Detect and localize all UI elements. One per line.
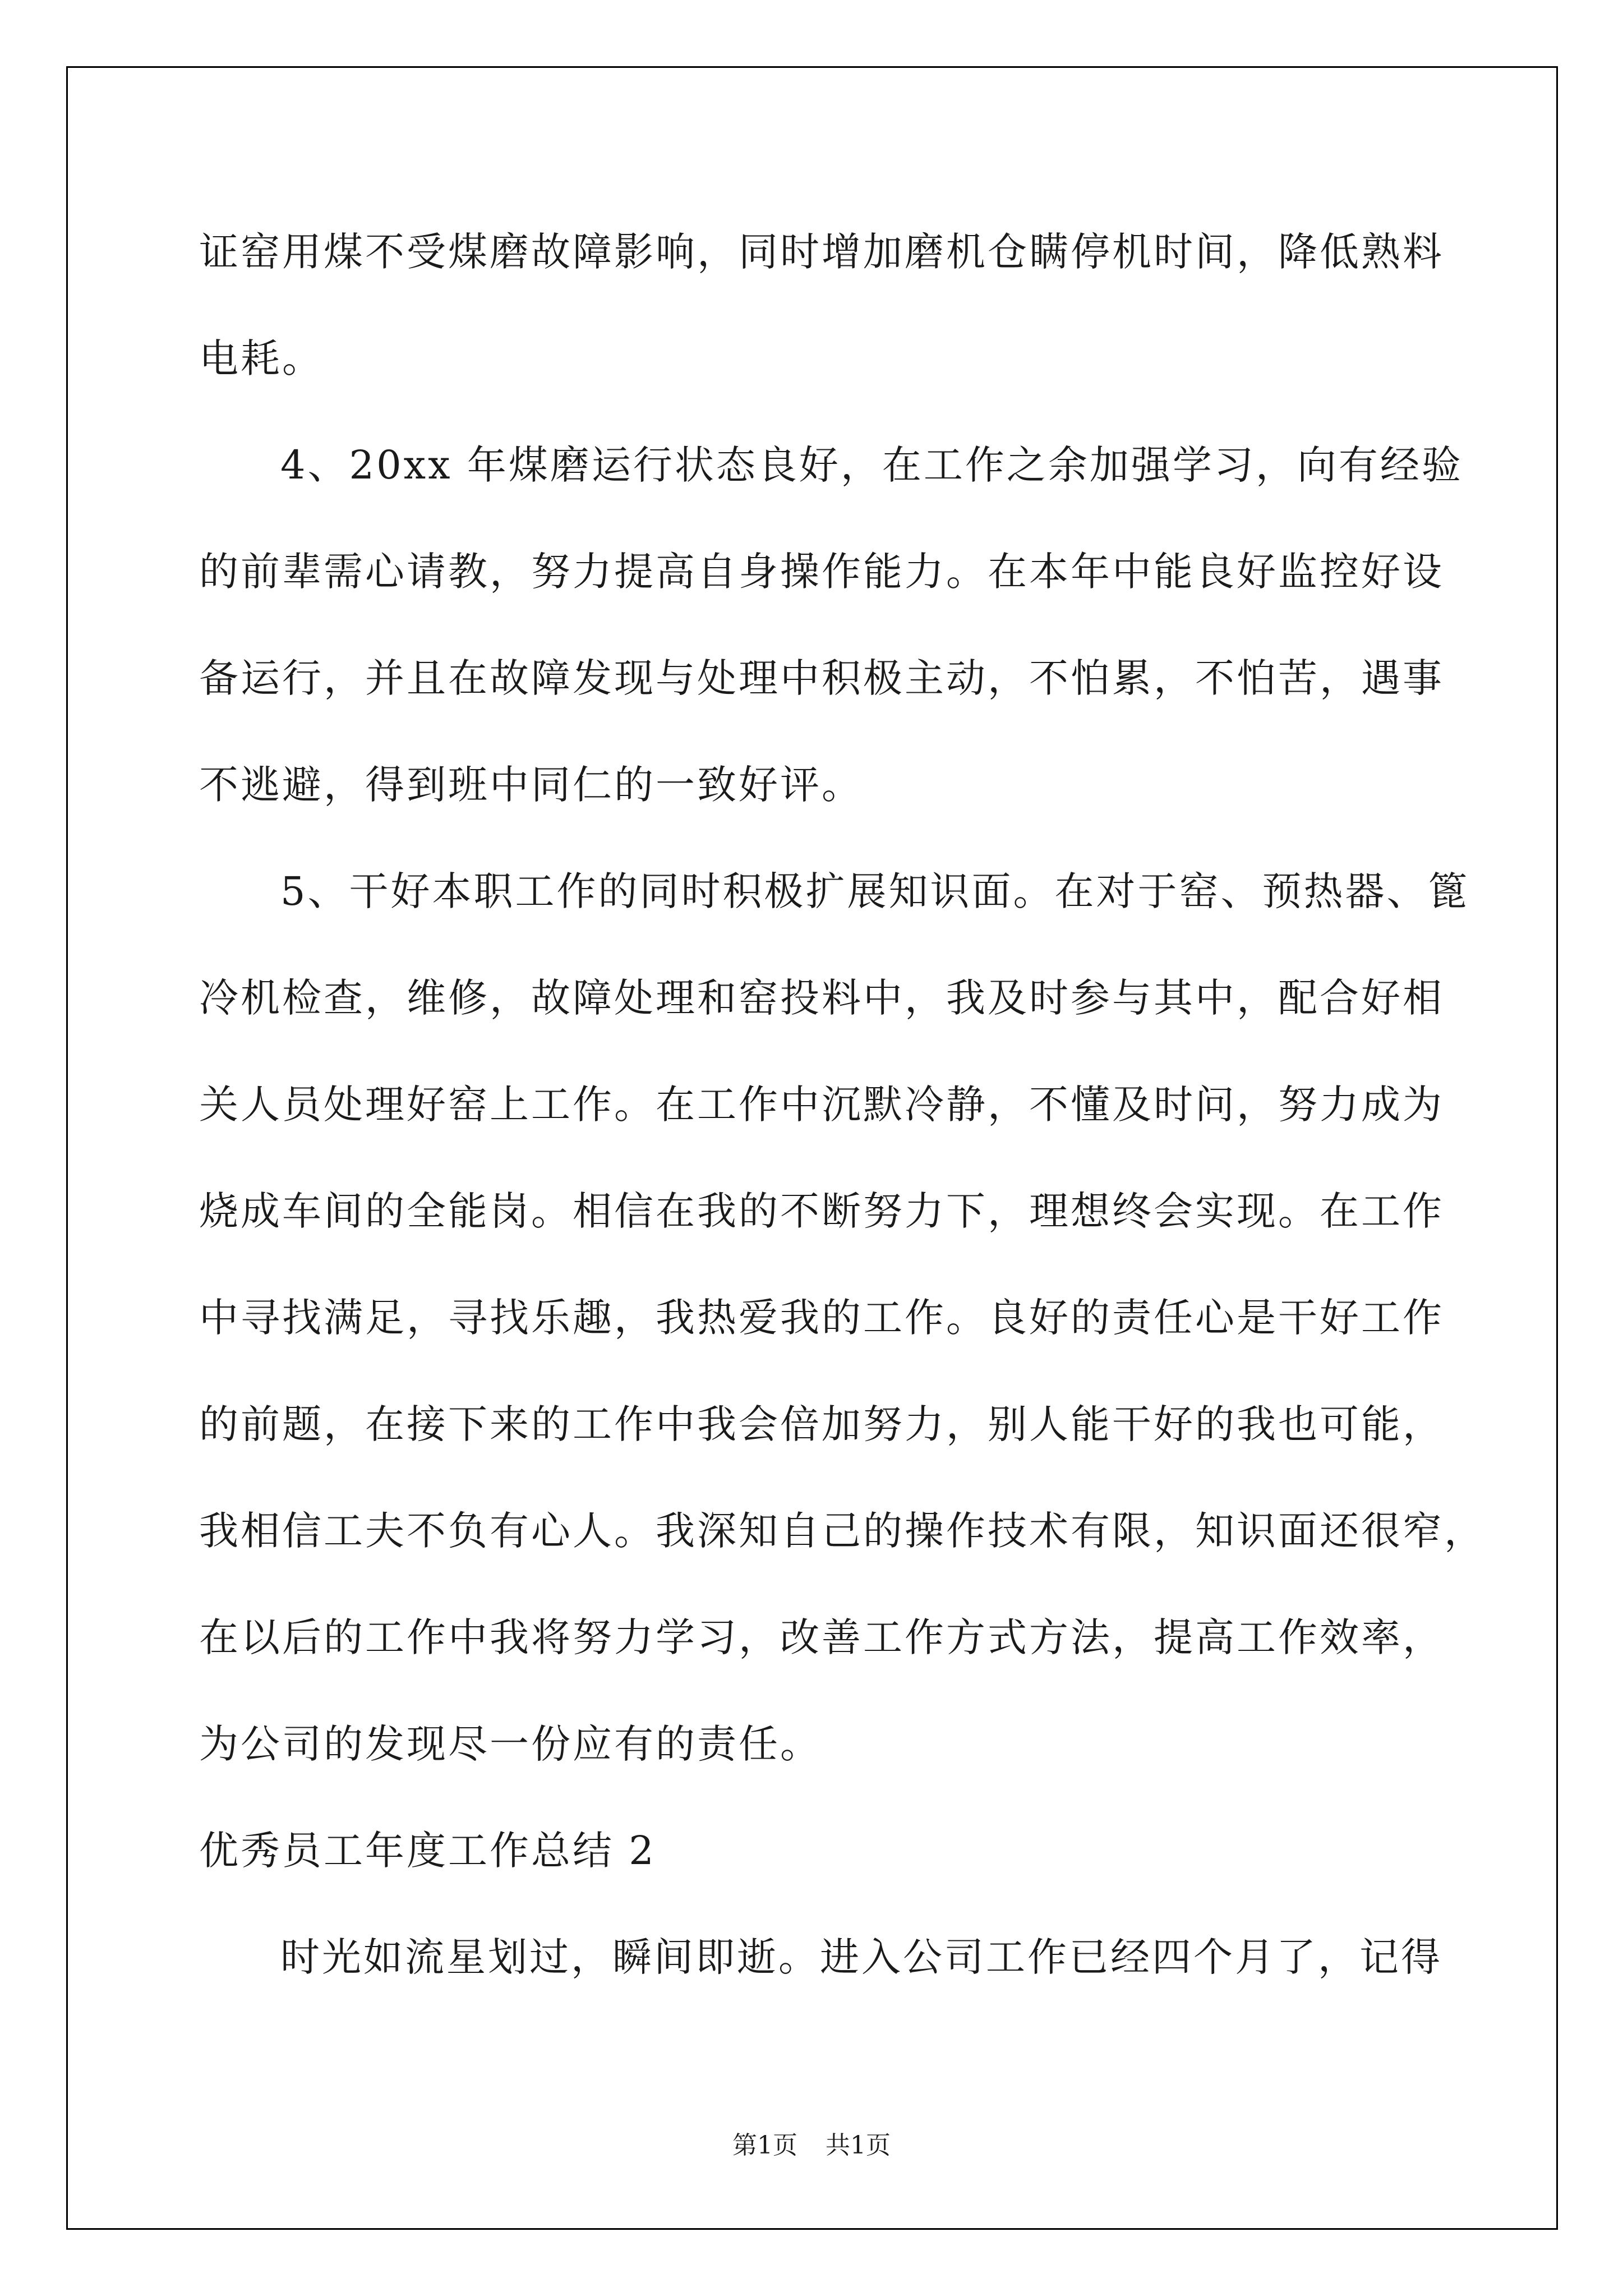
body-line-8: 冷机检查，维修，故障处理和窑投料中，我及时参与其中，配合好相 [199, 975, 1444, 1021]
body-line-2: 电耗。 [199, 335, 324, 381]
body-line-4: 的前辈需心请教，努力提高自身操作能力。在本年中能良好监控好设 [199, 549, 1444, 595]
page-footer [0, 2129, 1623, 2162]
body-line-14: 在以后的工作中我将努力学习，改善工作方式方法，提高工作效率， [199, 1614, 1444, 1660]
body-line-17: 时光如流星划过，瞬间即逝。进入公司工作已经四个月了，记得 [280, 1934, 1442, 1980]
body-line-11: 中寻找满足，寻找乐趣，我热爱我的工作。良好的责任心是干好工作 [199, 1295, 1444, 1341]
page-number: 第1页 [732, 2131, 797, 2160]
body-line-1: 证窑用煤不受煤磨故障影响，同时增加磨机仓瞒停机时间，降低熟料 [199, 229, 1444, 275]
body-line-6: 不逃避，得到班中同仁的一致好评。 [199, 762, 863, 808]
page-border [66, 66, 1558, 2230]
section-heading: 优秀员工年度工作总结 2 [199, 1828, 656, 1874]
body-line-15: 为公司的发现尽一份应有的责任。 [199, 1721, 822, 1767]
page-total: 共1页 [826, 2131, 891, 2160]
body-line-7: 5、干好本职工作的同时积极扩展知识面。在对于窑、预热器、篦 [280, 868, 1470, 914]
body-line-12: 的前题，在接下来的工作中我会倍加努力，别人能干好的我也可能， [199, 1401, 1444, 1447]
body-line-5: 备运行，并且在故障发现与处理中积极主动，不怕累，不怕苦，遇事 [199, 655, 1444, 701]
body-line-3: 4、20xx 年煤磨运行状态良好，在工作之余加强学习，向有经验 [280, 442, 1463, 488]
body-line-10: 烧成车间的全能岗。相信在我的不断努力下，理想终会实现。在工作 [199, 1188, 1444, 1234]
body-line-13: 我相信工夫不负有心人。我深知自己的操作技术有限，知识面还很窄， [199, 1508, 1486, 1554]
body-line-9: 关人员处理好窑上工作。在工作中沉默冷静，不懂及时问，努力成为 [199, 1082, 1444, 1128]
